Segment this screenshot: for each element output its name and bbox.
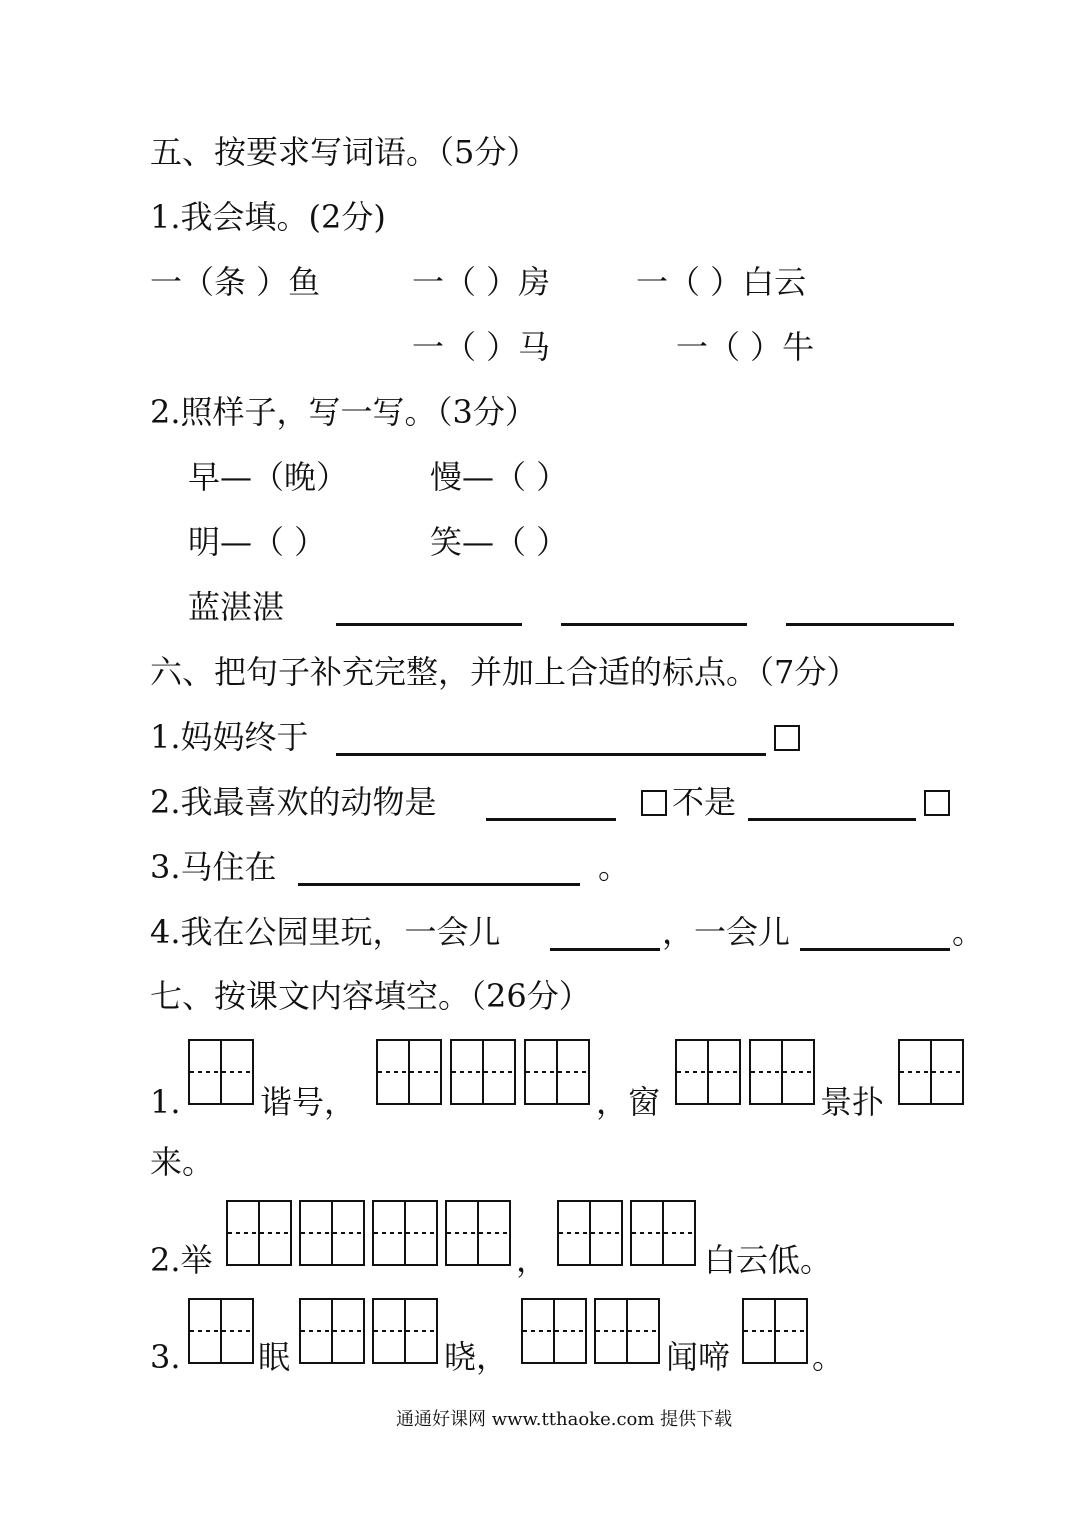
- s7-l1-cont: 来。: [150, 1143, 215, 1181]
- answer-blank[interactable]: [336, 753, 766, 756]
- writing-grid-box[interactable]: [524, 1039, 590, 1105]
- s5-q1-item-1: 一（条 ）鱼: [150, 263, 321, 301]
- writing-grid-box[interactable]: [450, 1039, 516, 1105]
- s5-q1-item-5: 一（ ）牛: [676, 328, 815, 366]
- s5-q2-item-2: 慢—（ ）: [430, 458, 569, 496]
- answer-blank[interactable]: [550, 948, 660, 951]
- s5-q2-title: 2.照样子，写一写。（3分）: [150, 393, 537, 431]
- s7-l2-a: ，: [516, 1241, 549, 1279]
- section6-title: 六、把句子补充完整，并加上合适的标点。（7分）: [150, 653, 859, 691]
- writing-grid-box[interactable]: [299, 1298, 365, 1364]
- s7-l2-num: 2.举: [150, 1241, 213, 1279]
- section7-title: 七、按课文内容填空。（26分）: [150, 977, 591, 1015]
- writing-grid-box[interactable]: [742, 1298, 808, 1364]
- s6-s3-end: 。: [598, 848, 631, 886]
- writing-grid-box[interactable]: [898, 1039, 964, 1105]
- s5-q2-word: 蓝湛湛: [188, 588, 285, 626]
- s7-l3-b: 晓，: [444, 1338, 509, 1376]
- s7-l1-a: 谐号，: [260, 1083, 357, 1121]
- writing-grid-box[interactable]: [445, 1200, 511, 1266]
- answer-blank[interactable]: [561, 623, 747, 626]
- s6-s3-prefix: 3.马住在: [150, 848, 277, 886]
- s7-l3-c: 闻啼: [666, 1338, 731, 1376]
- s5-q1-item-3: 一（ ）白云: [636, 263, 807, 301]
- writing-grid-box[interactable]: [749, 1039, 815, 1105]
- s6-s4-end: 。: [952, 913, 985, 951]
- writing-grid-box[interactable]: [630, 1200, 696, 1266]
- footer: 通通好课网 www.tthaoke.com 提供下载: [396, 1409, 733, 1430]
- s7-l1-c: 景扑: [820, 1083, 885, 1121]
- s6-s4-middle: ，一会儿: [662, 913, 791, 951]
- s5-q1-item-4: 一（ ）马: [412, 328, 551, 366]
- answer-blank[interactable]: [336, 623, 522, 626]
- s7-l1-b: ，窗: [596, 1083, 661, 1121]
- punctuation-box[interactable]: [774, 725, 800, 751]
- writing-grid-box[interactable]: [376, 1039, 442, 1105]
- writing-grid-box[interactable]: [521, 1298, 587, 1364]
- s7-l3-d: 。: [812, 1338, 845, 1376]
- s5-q2-item-1: 早—（晚）: [188, 458, 349, 496]
- writing-grid-box[interactable]: [188, 1298, 254, 1364]
- writing-grid-box[interactable]: [372, 1298, 438, 1364]
- answer-blank[interactable]: [748, 818, 916, 821]
- answer-blank[interactable]: [786, 623, 954, 626]
- punctuation-box[interactable]: [641, 790, 667, 816]
- answer-blank[interactable]: [298, 883, 580, 886]
- s7-l1-num: 1.: [150, 1083, 181, 1121]
- s5-q2-item-3: 明—（ ）: [188, 523, 327, 561]
- section5-title: 五、按要求写词语。（5分）: [150, 133, 539, 171]
- s7-l2-b: 白云低。: [704, 1241, 833, 1279]
- writing-grid-box[interactable]: [557, 1200, 623, 1266]
- s7-l3-a: 眠: [258, 1338, 291, 1376]
- answer-blank[interactable]: [486, 818, 616, 821]
- s5-q1-item-2: 一（ ）房: [412, 263, 551, 301]
- writing-grid-box[interactable]: [372, 1200, 438, 1266]
- s6-s2-prefix: 2.我最喜欢的动物是: [150, 783, 437, 821]
- writing-grid-box[interactable]: [594, 1298, 660, 1364]
- s6-s4-prefix: 4.我在公园里玩，一会儿: [150, 913, 501, 951]
- writing-grid-box[interactable]: [188, 1039, 254, 1105]
- s6-s2-middle: 不是: [672, 783, 737, 821]
- punctuation-box[interactable]: [924, 790, 950, 816]
- s5-q2-item-4: 笑—（ ）: [430, 523, 569, 561]
- answer-blank[interactable]: [800, 948, 950, 951]
- writing-grid-box[interactable]: [226, 1200, 292, 1266]
- s5-q1-title: 1.我会填。(2分): [150, 198, 386, 236]
- s7-l3-num: 3.: [150, 1338, 181, 1376]
- s6-s1-prefix: 1.妈妈终于: [150, 718, 309, 756]
- writing-grid-box[interactable]: [675, 1039, 741, 1105]
- writing-grid-box[interactable]: [299, 1200, 365, 1266]
